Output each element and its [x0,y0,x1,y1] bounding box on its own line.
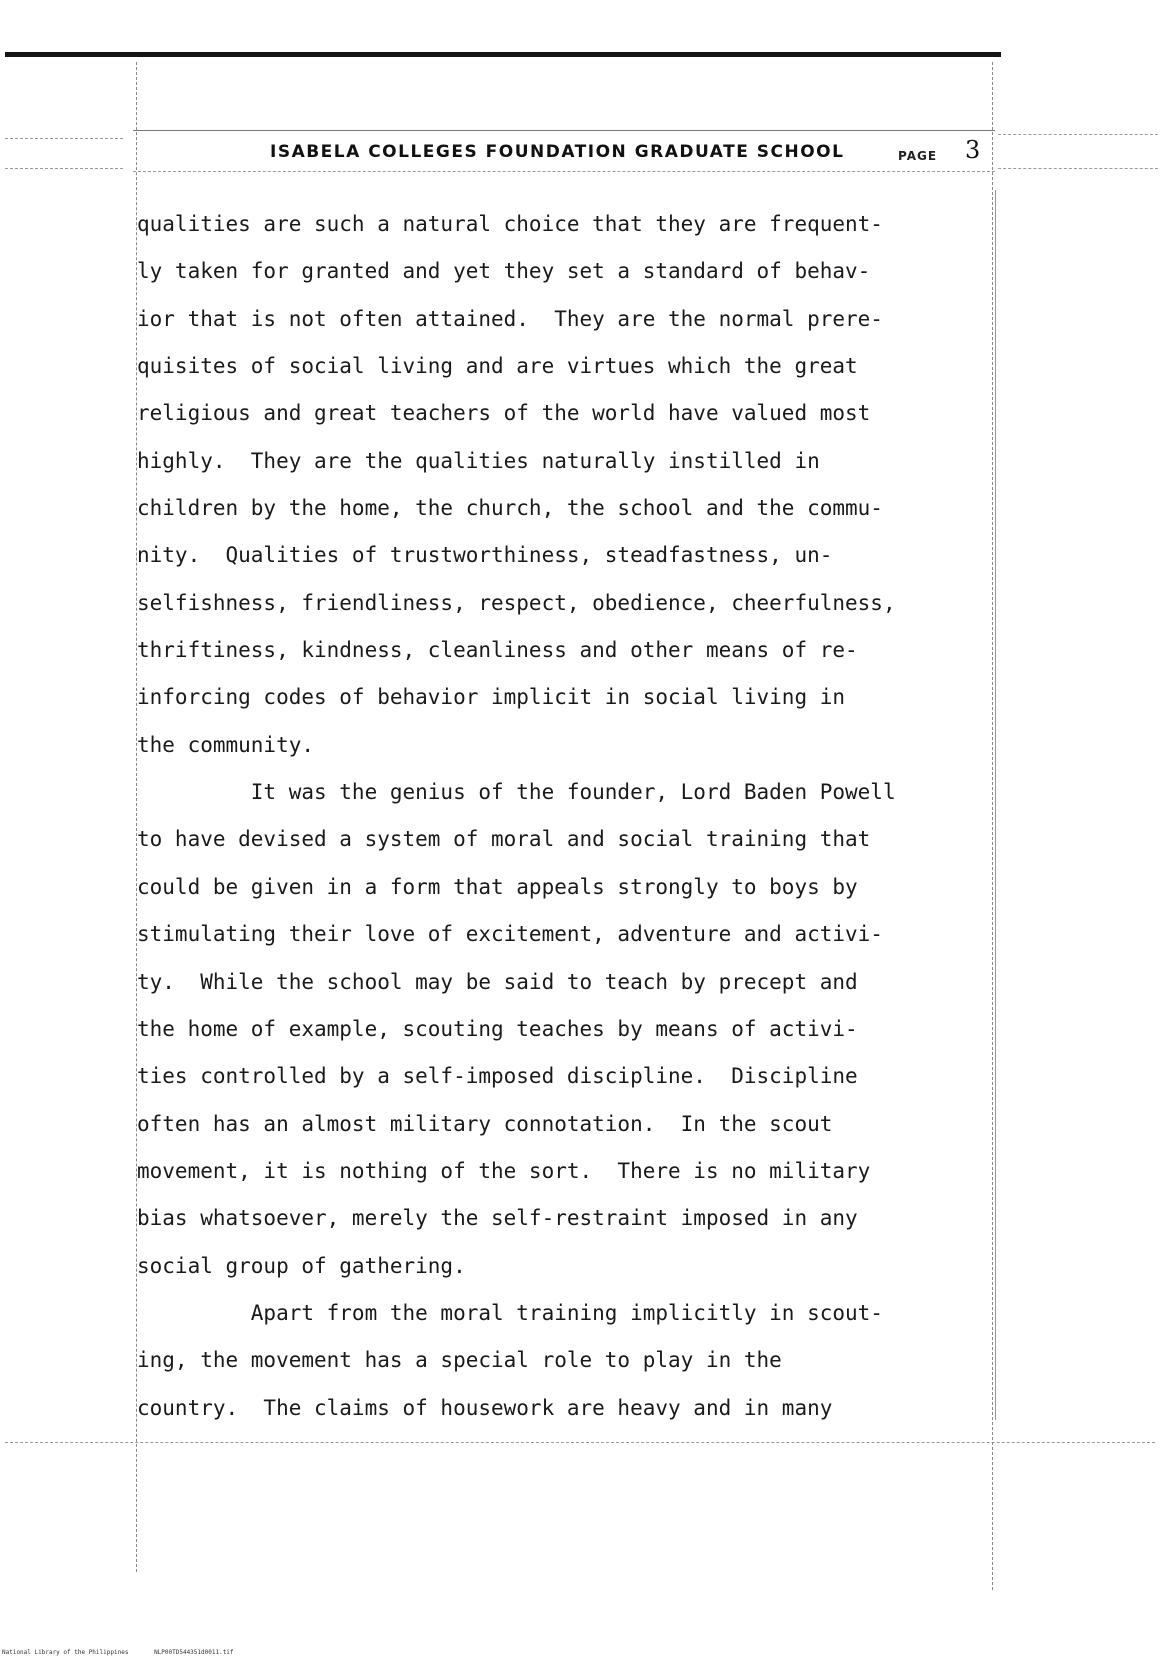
text-line: ties controlled by a self-imposed discipline. Discipline [137,1064,858,1089]
top-border-rule [5,52,1001,57]
text-line: stimulating their love of excitement, adventure and activi- [137,922,883,947]
text-line: ly taken for granted and yet they set a standard of behav- [137,259,871,284]
text-line: social group of gathering. [137,1253,466,1278]
text-line: the community. [137,732,315,757]
scan-footer [2,1649,256,1656]
text-line: religious and great teachers of the world have valued most [137,401,871,426]
text-line: country. The claims of housework are heavy and in many [137,1395,833,1420]
text-line: bias whatsoever, merely the self-restraint imposed in any [137,1206,858,1231]
text-line: could be given in a form that appeals strongly to boys by [137,874,858,899]
page-header-title: ISABELA COLLEGES FOUNDATION GRADUATE SCHOOL [270,142,845,162]
crop-mark [998,168,1158,169]
header-bottom-rule [133,171,995,172]
text-line: ing, the movement has a special role to play in the [137,1348,782,1373]
text-line: qualities are such a natural choice that they are frequent- [137,212,883,236]
text-line: ty. While the school may be said to teach by precept and [137,969,858,994]
crop-mark [5,168,123,169]
text-line: inforcing codes of behavior implicit in social living in [137,685,846,710]
body-text [137,201,1007,1432]
text-line: selfishness, friendliness, respect, obedience, cheerfulness, [137,590,896,615]
text-line: ior that is not often attained. They are the normal prere- [137,306,883,331]
text-line: highly. They are the qualities naturally instilled in [137,448,820,473]
text-line: movement, it is nothing of the sort. There is no military [137,1158,871,1183]
footer-file: NLP00TD544351d0011.tif [154,1649,234,1656]
crop-mark [998,134,1158,135]
text-line: quisites of social living and are virtues which the great [137,354,858,379]
page-label: PAGE [898,149,938,163]
text-line: thriftiness, kindness, cleanliness and other means of re- [137,638,858,663]
text-line: the home of example, scouting teaches by means of activi- [137,1016,858,1041]
text-line: children by the home, the church, the school and the commu- [137,496,883,521]
bottom-crop-rule [5,1442,1155,1443]
text-line: nity. Qualities of trustworthiness, steadfastness, un- [137,543,833,568]
footer-source: National Library of the Philippines [2,1649,129,1656]
crop-mark [5,138,123,139]
text-line: Apart from the moral training implicitly in scout- [137,1300,883,1325]
text-line: It was the genius of the founder, Lord Baden Powell [137,780,896,805]
header-top-rule [133,130,995,131]
text-line: often has an almost military connotation. In the scout [137,1111,833,1136]
text-line: to have devised a system of moral and social training that [137,827,871,852]
page-number: 3 [965,136,981,164]
